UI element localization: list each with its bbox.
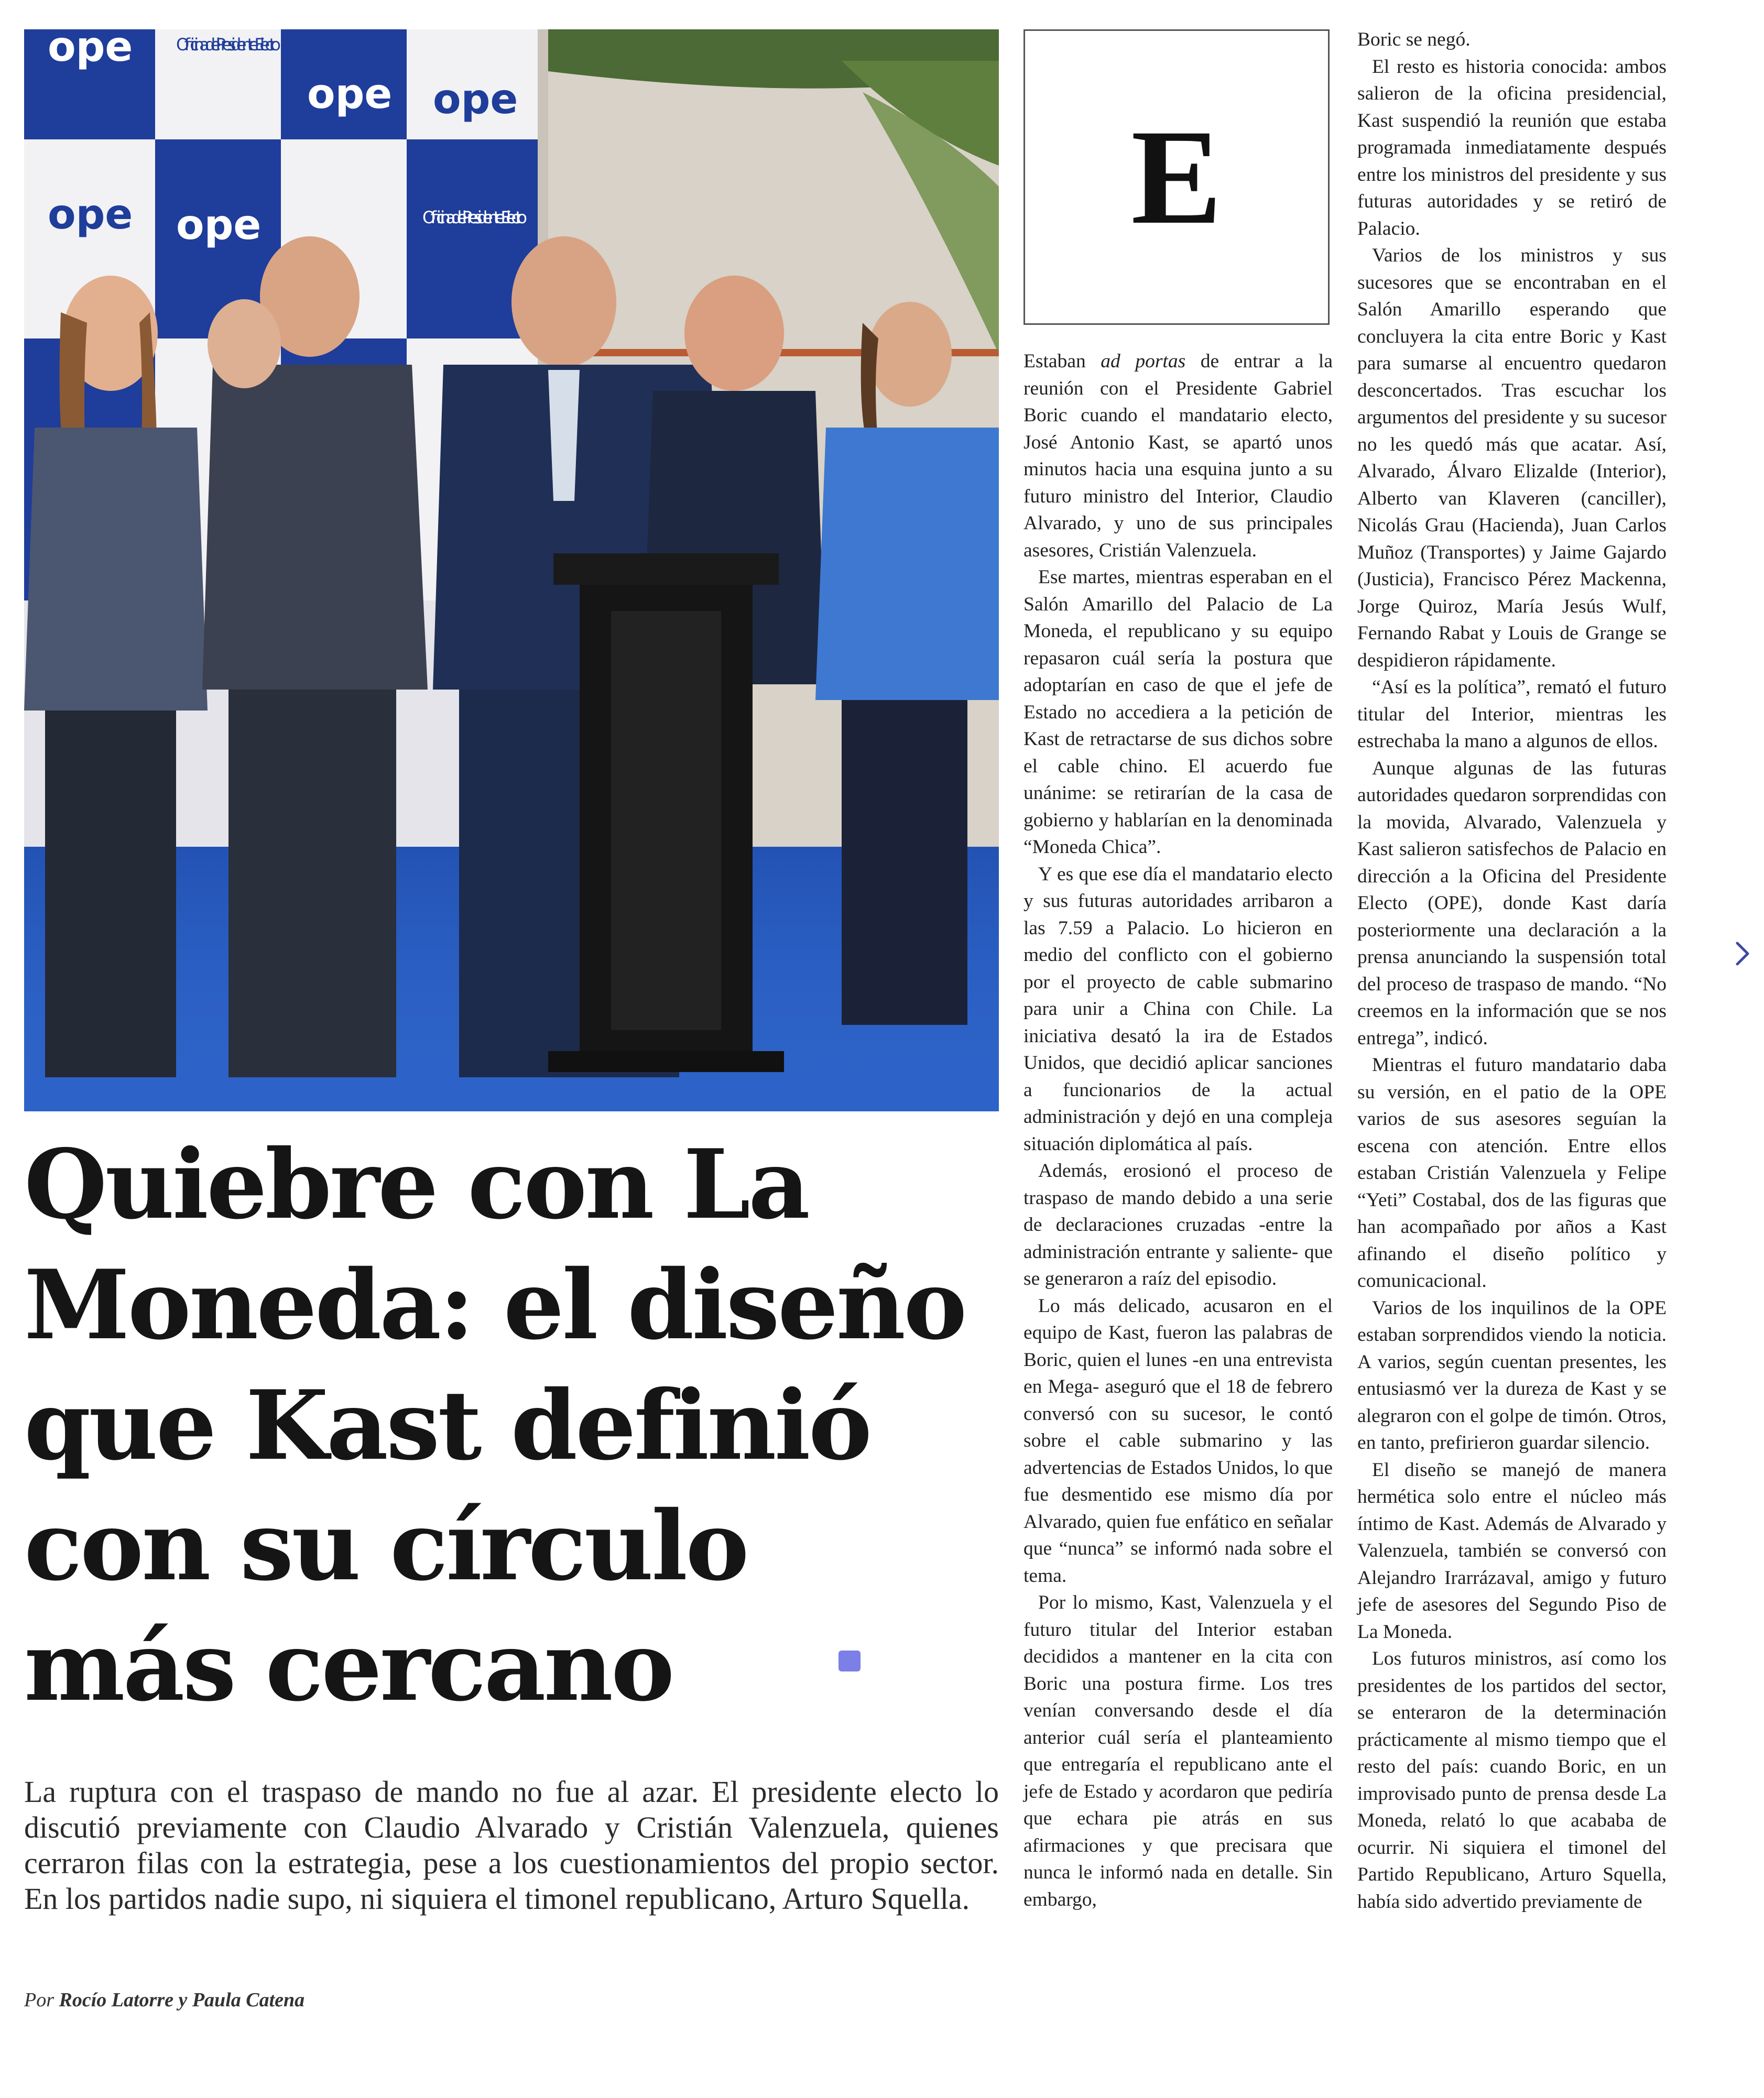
dropcap-box [1023,29,1330,325]
news-photo [24,29,999,1111]
byline [24,1988,304,2012]
article-paragraph: Lo más delicado, acusaron en el equipo de Kast, fueron las palabras de Boric, quien el lunes -en una entrevista en Mega- aseguró que el 18 de febrero conversó con su sucesor, le contó sobre el cable submarino y las advertencias de Estados Unidos, lo que fue desmentido ese mismo día por Alvarado, quien fue enfático en señalar que “nunca” se informó nada sobre el tema. [1023,1295,1333,1587]
article-paragraph: Por lo mismo, Kast, Valenzuela y el futuro titular del Interior estaban decididos a mantener en la cita con Boric una postura firme. Los tres venían conversando desde el día anterior cuál sería el planteamiento que entregaría el republicano ante el jefe de Estado y acordaron que pediría que echara pie atrás en sus afirmaciones y que precisara que nunca le informó nada en detalle. Sin embargo, [1023,1592,1333,1910]
chevron-right-icon [1735,941,1750,967]
article-paragraph: Los futuros ministros, así como los presidentes de los partidos del sector, se enteraron de la determinación prácticamente al mismo tiempo que el resto del país: cuando Boric, en un improvisado punto de prensa desde La Moneda, relató lo que acababa de ocurrir. Ni siquiera el timonel del Partido Republicano, Arturo Squella, había sido advertido previamente de [1357,1648,1667,1913]
deck-subheading: La ruptura con el traspaso de mando no fue al azar. El presidente electo lo discutió previamente con Claudio Alvarado y Cristián Valenzuela, quienes cerraron filas con la estrategia, pese a los cuestionamientos del propio sector. En los partidos nadie supo, ni siquiera el timonel republicano, Arturo Squella. [24,1775,999,1916]
press-conference-photo [24,29,999,1111]
article-paragraph: El resto es historia conocida: ambos salieron de la oficina presidencial, Kast suspendió la reunión que estaba programada inmediatamente después entre los ministros del presidente y sus futuras autoridades y se retiró de Palacio. [1357,56,1667,239]
article-paragraph: Aunque algunas de las futuras autoridades quedaron sorprendidas con la movida, Alvarado, Valenzuela y Kast salieron satisfechos de Palacio en dirección a la Oficina del Presidente Electo (OPE), donde Kast daría posteriormente una declaración a la prensa anunciando la suspensión total del proceso de traspaso de mando. “No creemos en la información que se nos entrega”, indicó. [1357,757,1667,1049]
article-paragraph: Mientras el futuro mandatario daba su versión, en el patio de la OPE varios de sus asesores seguían la escena con atención. Entre ellos estaban Cristián Valenzuela y Felipe “Yeti” Costabal, dos de las figuras que han acompañado por años a Kast afinando el diseño político y comunicacional. [1357,1054,1667,1292]
byline-prefix: Por [24,1989,54,2011]
banner-text: Oficina del Presidente Electo [422,207,527,227]
article-paragraph: Varios de los inquilinos de la OPE estaban sorprendidos viendo la noticia. A varios, según cuentan presentes, les entusiasmó ver la dureza de Kast y se alegraron con el golpe de timón. Otros, en tanto, prefirieron guardar silencio. [1357,1297,1667,1454]
article-paragraph: Además, erosionó el proceso de traspaso de mando debido a una serie de declaraciones cruzadas -entre la administración entrante y saliente- que se generaron a raíz del episodio. [1023,1160,1333,1290]
ope-logo: ope [433,76,518,123]
article-column-1 [1023,348,1333,1913]
ope-logo: ope [48,191,133,238]
next-page-button[interactable] [1729,935,1756,972]
headline-line: más cercano [24,1610,673,1722]
article-paragraph: Boric se negó. [1357,29,1471,50]
article-paragraph: El diseño se manejó de manera hermética solo entre el núcleo más íntimo de Kast. Además de Alvarado y Valenzuela, también se conversó con Alejandro Irarrázaval, amigo y futuro jefe de asesores del Segundo Piso de La Moneda. [1357,1459,1667,1643]
annotation-chip-icon[interactable] [839,1651,861,1671]
italic-phrase: ad portas [1101,351,1186,372]
ope-logo: ope [307,71,393,118]
paragraph-text: Estaban [1023,351,1086,372]
headline [24,1124,1020,1727]
article-paragraph: Ese martes, mientras esperaban en el Salón Amarillo del Palacio de La Moneda, el republicano y su equipo repasaron cuál sería la postura que adoptarían en caso de que el jefe de Estado no accediera a la petición de Kast de retractarse de sus dichos sobre el cable chino. El acuerdo fue unánime: se retirarían de la casa de gobierno y hablarían en la denominada “Moneda Chica”. [1023,566,1333,858]
paragraph-text: de entrar a la reunión con el Presidente Gabriel Boric cuando el mandatario electo, José Antonio Kast, se apartó unos minutos hacia una esquina junto a su futuro ministro del Interior, Claudio Alvarado, y uno de sus principales asesores, Cristián Valenzuela. [1023,351,1333,561]
byline-authors: Rocío Latorre y Paula Catena [59,1989,305,2011]
article-column-2 [1357,26,1667,1915]
article-paragraph: Y es que ese día el mandatario electo y sus futuras autoridades arribaron a las 7.59 a Palacio. Lo hicieron en medio del conflicto con el gobierno por el proyecto de cable submarino para unir a China con Chile. La iniciativa desató la ira de Estados Unidos, que decidió aplicar sanciones a funcionarios de la actual administración y dejó en una compleja situación diplomática al país. [1023,863,1333,1155]
ope-logo: ope [176,202,262,249]
headline-line: Quiebre con La [24,1128,808,1240]
headline-line: con su círculo [24,1490,747,1602]
article-paragraph: “Así es la política”, remató el futuro titular del Interior, mientras les estrechaba la mano a algunos de ellos. [1357,676,1667,752]
headline-line: Moneda: el diseño [24,1249,965,1361]
headline-line: que Kast definió [24,1369,870,1481]
article-paragraph: Varios de los ministros y sus sucesores que se encontraban en el Salón Amarillo esperando que concluyera la cita entre Boric y Kast para sumarse al encuentro quedaron desconcertados. Tras escuchar los argumentos del presidente y su sucesor no les quedó más que acatar. Así, Alvarado, Álvaro Elizalde (Interior), Alberto van Klaveren (canciller), Nicolás Grau (Hacienda), Juan Carlos Muñoz (Transportes) y Jaime Gajardo (Justicia), Francisco Pérez Mackenna, Jorge Quiroz, María Jesús Wulf, Fernando Rabat y Louis de Grange se despidieron rápidamente. [1357,245,1667,671]
article-paragraph [1023,348,1333,564]
dropcap-letter: E [1131,102,1222,253]
ope-logo: ope [48,29,133,71]
banner-text: Oficina del Presidente Electo [176,35,281,54]
